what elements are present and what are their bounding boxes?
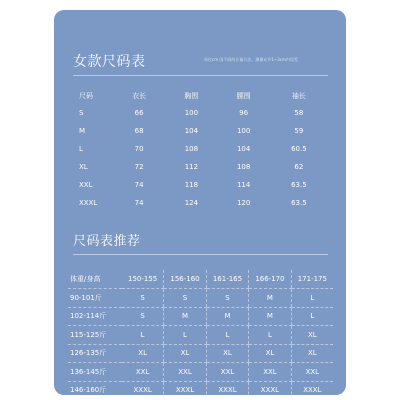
- cell-size: M: [206, 307, 248, 326]
- cell-size: S: [206, 289, 248, 308]
- cell-size: M: [249, 289, 291, 308]
- cell-weight: 115-125斤: [68, 326, 122, 345]
- cell-bust: 108: [184, 145, 199, 153]
- cell-size: L: [291, 289, 333, 308]
- cell-size: L: [291, 307, 333, 326]
- header-height-range: 171-175: [291, 270, 333, 289]
- size-row: [73, 104, 328, 122]
- header-length: 衣长: [132, 92, 147, 100]
- cell-size: XL: [291, 344, 333, 363]
- recommend-row: [68, 326, 333, 345]
- cell-size: L: [206, 326, 248, 345]
- cell-size: XXL: [79, 181, 93, 189]
- recommend-header: [68, 270, 333, 289]
- header-height-range: 156-160: [164, 270, 206, 289]
- cell-waist: 96: [239, 109, 249, 117]
- cell-sleeve: 60.5: [291, 145, 307, 153]
- header-height-range: 161-165: [206, 270, 248, 289]
- size-row: [73, 158, 328, 176]
- cell-length: 68: [134, 127, 144, 135]
- title-divider: [73, 75, 328, 76]
- cell-weight: 136-145斤: [68, 363, 122, 382]
- recommend-table: [68, 270, 333, 395]
- cell-size: XL: [249, 344, 291, 363]
- cell-sleeve: 63.5: [291, 181, 307, 189]
- recommend-divider: [73, 254, 328, 255]
- cell-size: XXXL: [164, 381, 206, 395]
- cell-size: L: [79, 145, 83, 153]
- cell-size: XL: [122, 344, 164, 363]
- cell-sleeve: 58: [294, 109, 304, 117]
- cell-size: L: [164, 326, 206, 345]
- cell-weight: 90-101斤: [68, 289, 122, 308]
- cell-bust: 112: [184, 163, 199, 171]
- cell-length: 74: [134, 199, 144, 207]
- size-chart-card: [54, 10, 346, 395]
- cell-size: M: [249, 307, 291, 326]
- cell-bust: 104: [184, 127, 199, 135]
- cell-sleeve: 59: [294, 127, 304, 135]
- cell-length: 72: [134, 163, 144, 171]
- cell-waist: 104: [236, 145, 251, 153]
- header-height-range: 150-155: [122, 270, 164, 289]
- cell-size: S: [122, 307, 164, 326]
- cell-weight: 126-135斤: [68, 344, 122, 363]
- cell-bust: 124: [184, 199, 199, 207]
- recommend-row: [68, 307, 333, 326]
- cell-size: XXL: [249, 363, 291, 382]
- size-table: [73, 88, 328, 212]
- cell-size: M: [164, 307, 206, 326]
- size-row: [73, 176, 328, 194]
- cell-bust: 118: [184, 181, 199, 189]
- cell-size: XXL: [206, 363, 248, 382]
- cell-size: XXXL: [249, 381, 291, 395]
- measurement-note: 单位cm 因不同的计量方法，测量允许1~3cm内误差: [204, 57, 298, 62]
- size-row: [73, 140, 328, 158]
- cell-length: 70: [134, 145, 144, 153]
- cell-size: XL: [79, 163, 88, 171]
- cell-size: XL: [291, 326, 333, 345]
- cell-size: XXL: [291, 363, 333, 382]
- cell-weight: 146-160斤: [68, 381, 122, 395]
- header-sleeve: 袖长: [291, 92, 306, 100]
- cell-weight: 102-114斤: [68, 307, 122, 326]
- cell-waist: 120: [236, 199, 251, 207]
- cell-length: 66: [134, 109, 144, 117]
- cell-size: XL: [164, 344, 206, 363]
- header-height-range: 166-170: [249, 270, 291, 289]
- cell-size: XXL: [122, 363, 164, 382]
- cell-waist: 100: [236, 127, 251, 135]
- recommend-row: [68, 381, 333, 395]
- chart-title: 女款尺码表: [73, 54, 146, 70]
- cell-bust: 100: [184, 109, 199, 117]
- size-row: [73, 194, 328, 212]
- cell-length: 74: [134, 181, 144, 189]
- cell-size: XXL: [164, 363, 206, 382]
- cell-size: XXXL: [79, 199, 98, 207]
- recommend-row: [68, 363, 333, 382]
- cell-size: XXXL: [122, 381, 164, 395]
- cell-size: M: [79, 127, 86, 135]
- recommend-row: [68, 344, 333, 363]
- cell-size: XL: [206, 344, 248, 363]
- header-waist: 腰围: [236, 92, 251, 100]
- recommend-row: [68, 289, 333, 308]
- recommend-title: 尺码表推荐: [73, 234, 141, 249]
- header-bust: 胸围: [184, 92, 199, 100]
- cell-size: XXXL: [206, 381, 248, 395]
- header-weight-height: 体重/身高: [68, 270, 122, 289]
- size-table-header: [73, 88, 328, 104]
- cell-waist: 108: [236, 163, 251, 171]
- size-row: [73, 122, 328, 140]
- cell-size: S: [122, 289, 164, 308]
- cell-size: S: [164, 289, 206, 308]
- cell-size: S: [79, 109, 84, 117]
- cell-sleeve: 62: [294, 163, 304, 171]
- cell-size: L: [122, 326, 164, 345]
- cell-size: XXXL: [291, 381, 333, 395]
- header-size: 尺码: [79, 92, 93, 100]
- cell-size: L: [249, 326, 291, 345]
- cell-sleeve: 63.5: [291, 199, 307, 207]
- cell-waist: 114: [236, 181, 251, 189]
